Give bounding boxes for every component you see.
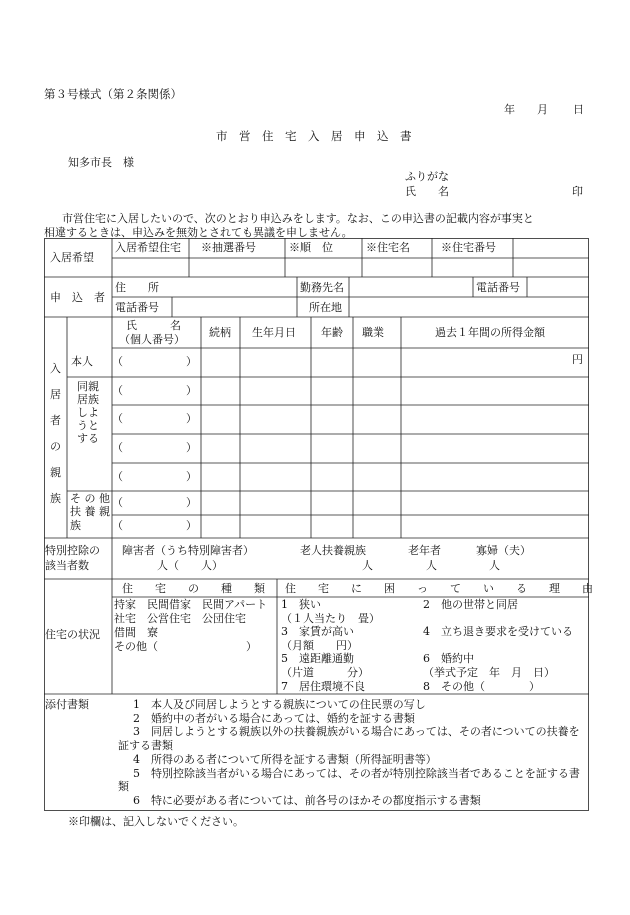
other-dependents-label-1: そ の 他 [70,492,110,505]
applicant-section-label: 申 込 者 [50,291,105,304]
disabled-count: 人（ 人） [157,559,223,572]
disabled-label: 障害者（うち特別障害者） [122,544,254,557]
name-cell-paren-open: （ [112,441,123,454]
elderly-dependent-label: 老人扶養親族 [300,544,366,557]
applicant-name-label: 氏 名 [405,185,449,198]
attachment-item: 6 特に必要がある者については、前各号のほかその都度指示する書類 [133,793,481,807]
date-month-label: 月 [537,103,548,116]
attachment-item: 3 同居しようとする親族以外の扶養親族がいる場合にあっては、その者についての扶養を [133,725,580,739]
other-dependents-label-2: 扶 養 親 [70,505,110,518]
housing-reason-item: 2 他の世帯と同居 [423,598,518,611]
workplace-location-label: 所在地 [309,301,342,314]
housing-reason-item: （挙式予定 年 月 日） [423,666,555,679]
housing-reason-item: 4 立ち退き要求を受けている [423,625,573,638]
self-row-label: 本人 [71,355,93,368]
relation-header: 続柄 [209,326,231,339]
cohabit-row-text: 同親居族しようとする [77,380,99,445]
phone-label: 電話番号 [115,301,159,314]
housing-type-option: 社宅 公営住宅 公団住宅 [114,612,246,625]
housing-number-header: ※住宅番号 [441,241,496,254]
cohabit-row-label [76,380,100,445]
name-cell-paren-open: （ [112,496,123,509]
statement-line-2: 相違するときは、申込みを無効とされても異議を申しません。 [44,226,353,239]
name-cell-paren-close: ） [186,441,197,454]
workplace-label: 勤務先名 [300,281,344,294]
name-cell-paren-open: （ [112,384,123,397]
housing-reason-item: （片道 分） [281,666,369,679]
housing-name-header: ※住宅名 [366,241,410,254]
name-cell-paren-close: ） [186,412,197,425]
name-cell-paren-close: ） [186,470,197,483]
date-day-label: 日 [573,103,584,116]
housing-type-option: 持家 民間借家 民間アパート [114,598,268,611]
seal-mark: 印 [572,185,583,198]
name-cell-paren-close: ） [186,384,197,397]
footer-note: ※印欄は、記入しないでください。 [68,815,244,828]
housing-reason-item: 1 狭い [281,598,321,611]
attachment-item: 2 婚約中の者がいる場合にあっては、婚約を証する書類 [133,711,415,725]
housing-type-option: その他（ ） [114,640,257,653]
widow-count: 人 [489,559,500,572]
desired-housing-header: 入居希望住宅 [115,241,181,254]
application-form-table [44,238,593,811]
family-side-label: 入居者の親族 [50,362,61,505]
name-cell-paren-open: （ [112,412,123,425]
other-dependents-label-3: 族 [70,519,81,532]
housing-reason-item: （１人当たり 畳） [281,611,380,625]
housing-situation-label: 住宅の状況 [45,628,100,641]
attachment-item: 5 特別控除該当者がいる場合にあっては、その者が特別控除該当者であることを証する書 [133,766,580,780]
housing-reason-header: 住 宅 に 困 っ て い る 理 由 [285,582,593,595]
rank-header: ※順 位 [289,241,333,254]
senior-label: 老年者 [408,544,441,557]
addressee: 知多市長 様 [68,156,134,169]
income-header: 過去１年間の所得金額 [435,326,545,339]
statement-line-1: 市営住宅に入居したいので、次のとおり申込みをします。なお、この申込書の記載内容が事実と [62,212,534,225]
name-cell-paren-close: ） [186,519,197,532]
age-header: 年齢 [321,326,343,339]
page-title: 市 営 住 宅 入 居 申 込 書 [216,129,412,143]
workplace-phone-label: 電話番号 [476,281,520,294]
widow-label: 寡婦（夫） [476,544,531,557]
desired-section-label: 入居希望 [50,251,94,264]
housing-type-option: 借間 寮 [114,626,158,639]
occupation-header: 職業 [362,326,384,339]
special-deduction-label-2: 該当者数 [45,559,89,572]
housing-reason-item: 3 家賃が高い [281,625,354,639]
name-cell-paren-close: ） [186,355,197,368]
lottery-number-header: ※抽選番号 [201,241,256,254]
yen-unit: 円 [572,353,583,366]
attachment-item: 1 本人及び同居しようとする親族についての住民票の写し [133,698,426,711]
name-cell-paren-open: （ [112,470,123,483]
elderly-dependent-count: 人 [362,559,373,572]
housing-type-header: 住 宅 の 種 類 [122,582,265,595]
housing-reason-item: （月額 円） [281,638,358,652]
furigana-label: ふりがな [405,170,449,183]
name-cell-paren-close: ） [186,496,197,509]
individual-number-header: （個人番号） [119,333,185,346]
attachment-item: 類 [118,780,129,794]
birthdate-header: 生年月日 [252,326,296,339]
name-cell-paren-open: （ [112,519,123,532]
address-label: 住 所 [115,281,159,294]
housing-reason-item: 7 居住環境不良 [281,679,365,693]
attachment-item: 4 所得のある者について所得を証する書類（所得証明書等） [133,752,437,766]
special-deduction-label-1: 特別控除の [45,544,100,557]
housing-reason-item: 6 婚約中 [423,652,474,665]
attachments-label: 添付書類 [45,698,89,711]
senior-count: 人 [426,559,437,572]
date-year-label: 年 [504,103,515,116]
housing-reason-item: 8 その他（ ） [423,680,540,693]
name-cell-paren-open: （ [112,355,123,368]
form-number: 第３号様式（第２条関係） [44,87,182,101]
attachment-item: 証する書類 [118,739,173,753]
name-header: 氏 名 [126,319,181,332]
housing-reason-item: 5 遠距離通勤 [281,652,354,666]
